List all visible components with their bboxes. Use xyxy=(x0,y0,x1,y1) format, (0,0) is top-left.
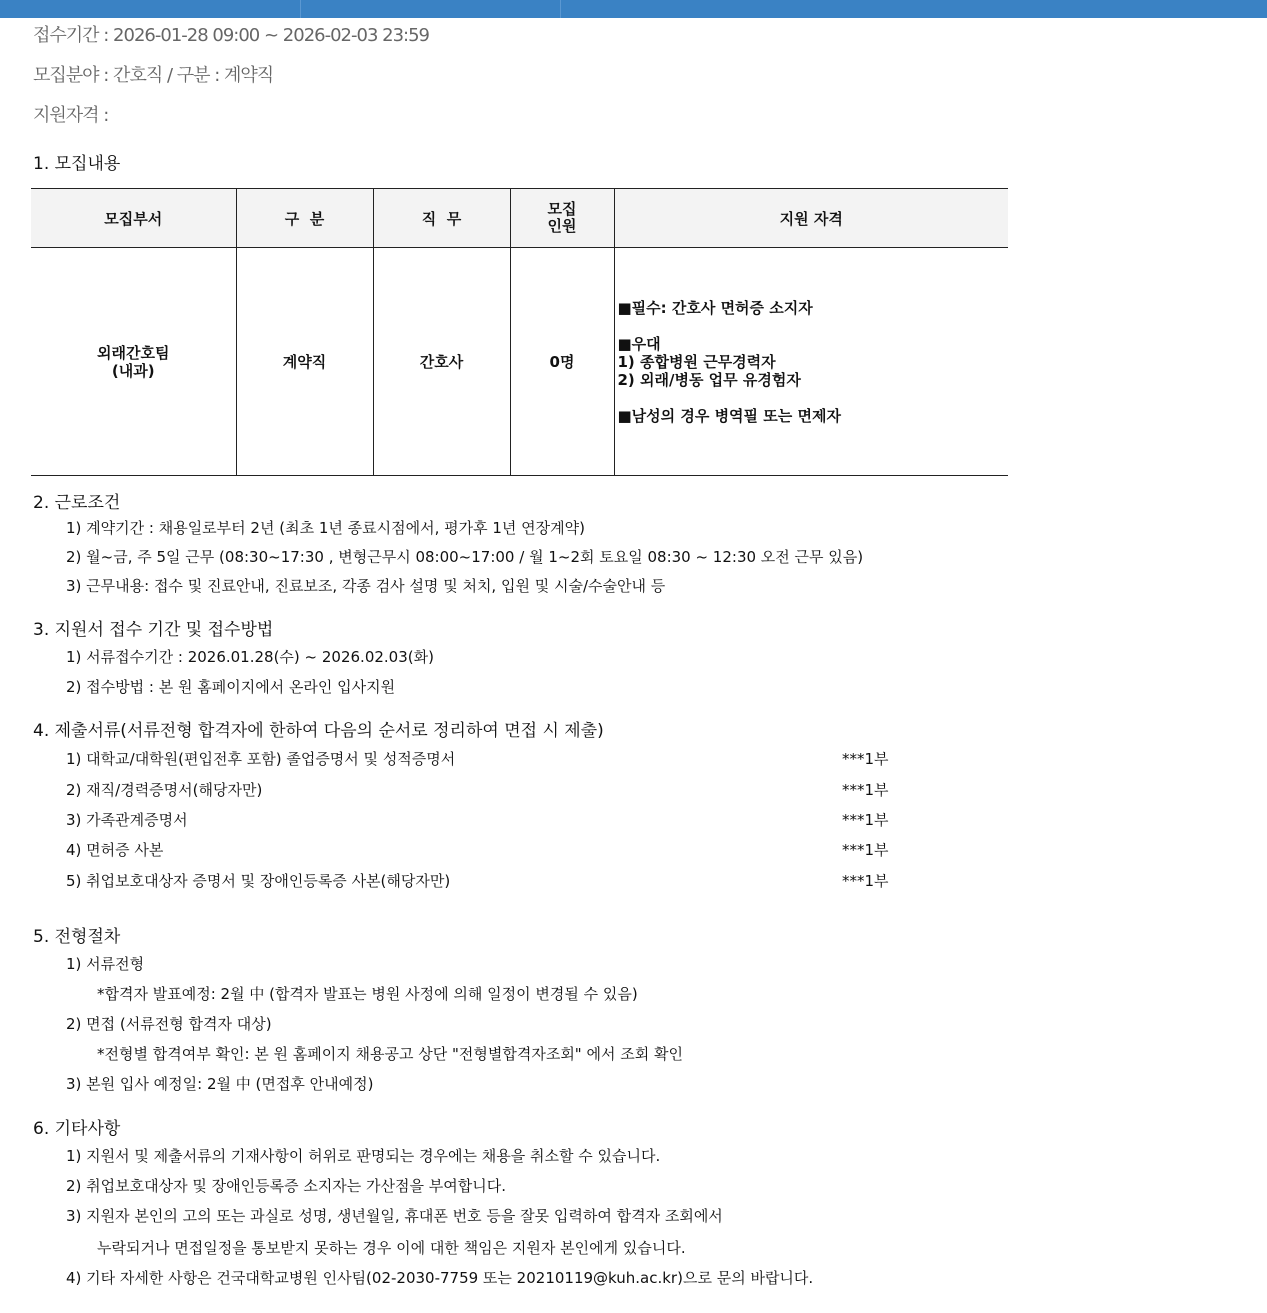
process-note: *합격자 발표예정: 2월 中 (합격자 발표는 병원 사정에 의해 일정이 변경될 수 있음) xyxy=(97,985,638,1003)
section-work-conditions: 2. 근로조건 xyxy=(33,493,121,513)
cell-department xyxy=(31,248,236,476)
table-header-row xyxy=(31,189,1008,248)
section-recruit-content: 1. 모집내용 xyxy=(33,154,121,174)
etc-item: 4) 기타 자세한 사항은 건국대학교병원 인사팀(02-2030-7759 또는 20210119@kuh.ac.kr)으로 문의 바랍니다. xyxy=(66,1269,814,1287)
department-name: 외래간호팀 xyxy=(97,343,170,362)
etc-item: 2) 취업보호대상자 및 장애인등록증 소지자는 가산점을 부여합니다. xyxy=(66,1177,507,1195)
document-copies: ***1부 xyxy=(842,872,889,890)
document-copies: ***1부 xyxy=(842,750,889,768)
qual-military: ■남성의 경우 병역필 또는 면제자 xyxy=(617,406,841,425)
qual-preferred-2: 2) 외래/병동 업무 유경험자 xyxy=(617,370,801,389)
etc-item: 1) 지원서 및 제출서류의 기재사항이 허위로 판명되는 경우에는 채용을 취소할 수 있습니다. xyxy=(66,1147,661,1165)
header-divider xyxy=(560,0,561,18)
header-headcount xyxy=(510,189,614,248)
work-condition-item: 3) 근무내용: 접수 및 진료안내, 진료보조, 각종 검사 설명 및 처치, 입원 및 시술/수술안내 등 xyxy=(66,577,666,595)
document-item: 5) 취업보호대상자 증명서 및 장애인등록증 사본(해당자만) xyxy=(66,872,451,890)
etc-item: 3) 지원자 본인의 고의 또는 과실로 성명, 생년월일, 휴대폰 번호 등을 잘못 입력하여 합격자 조회에서 xyxy=(66,1207,723,1225)
application-item: 2) 접수방법 : 본 원 홈페이지에서 온라인 입사지원 xyxy=(66,678,396,696)
cell-qualification xyxy=(614,248,1008,476)
process-step: 2) 면접 (서류전형 합격자 대상) xyxy=(66,1015,272,1033)
document-item: 1) 대학교/대학원(편입전후 포함) 졸업증명서 및 성적증명서 xyxy=(66,750,456,768)
section-process: 5. 전형절차 xyxy=(33,927,121,947)
document-item: 2) 재직/경력증명서(해당자만) xyxy=(66,781,263,799)
process-note: *전형별 합격여부 확인: 본 원 홈페이지 채용공고 상단 "전형별합격자조회" 에서 조회 확인 xyxy=(97,1045,683,1063)
qual-required: ■필수: 간호사 면허증 소지자 xyxy=(617,298,813,317)
document-copies: ***1부 xyxy=(842,841,889,859)
application-period: 접수기간 : 2026-01-28 09:00 ~ 2026-02-03 23:59 xyxy=(33,25,429,46)
section-application: 3. 지원서 접수 기간 및 접수방법 xyxy=(33,620,274,640)
etc-item-continued: 누락되거나 면접일정을 통보받지 못하는 경우 이에 대한 책임은 지원자 본인에게 있습니다. xyxy=(97,1239,686,1257)
work-condition-item: 1) 계약기간 : 채용일로부터 2년 (최초 1년 종료시점에서, 평가후 1년 연장계약) xyxy=(66,519,585,537)
document-copies: ***1부 xyxy=(842,811,889,829)
work-condition-item: 2) 월~금, 주 5일 근무 (08:30~17:30 , 변형근무시 08:00~17:00 / 월 1~2회 토요일 08:30 ~ 12:30 오전 근무 있음) xyxy=(66,548,864,566)
department-sub: (내과) xyxy=(111,361,155,380)
header-department: 모집부서 xyxy=(31,189,236,248)
document-item: 4) 면허증 사본 xyxy=(66,841,164,859)
cell-headcount: 0명 xyxy=(510,248,614,476)
qualification-label: 지원자격 : xyxy=(33,105,109,126)
cell-type: 계약직 xyxy=(236,248,373,476)
qual-preferred: ■우대 xyxy=(617,334,661,353)
section-etc: 6. 기타사항 xyxy=(33,1119,121,1139)
header-job: 직 무 xyxy=(373,189,510,248)
header-headcount-line1: 모집 xyxy=(547,200,577,218)
section-documents: 4. 제출서류(서류전형 합격자에 한하여 다음의 순서로 정리하여 면접 시 제출) xyxy=(33,721,604,741)
process-step: 1) 서류전형 xyxy=(66,955,145,973)
header-type: 구 분 xyxy=(236,189,373,248)
document-copies: ***1부 xyxy=(842,781,889,799)
cell-job: 간호사 xyxy=(373,248,510,476)
header-divider xyxy=(300,0,301,18)
process-step: 3) 본원 입사 예정일: 2월 中 (면접후 안내예정) xyxy=(66,1075,374,1093)
recruit-table xyxy=(31,188,1008,476)
header-qualification: 지원 자격 xyxy=(614,189,1008,248)
application-item: 1) 서류접수기간 : 2026.01.28(수) ~ 2026.02.03(화) xyxy=(66,648,434,666)
table-row xyxy=(31,248,1008,476)
recruit-field: 모집분야 : 간호직 / 구분 : 계약직 xyxy=(33,65,274,86)
qual-preferred-1: 1) 종합병원 근무경력자 xyxy=(617,352,776,371)
document-item: 3) 가족관계증명서 xyxy=(66,811,188,829)
header-headcount-line2: 인원 xyxy=(547,217,577,235)
top-header-bar xyxy=(0,0,1267,18)
